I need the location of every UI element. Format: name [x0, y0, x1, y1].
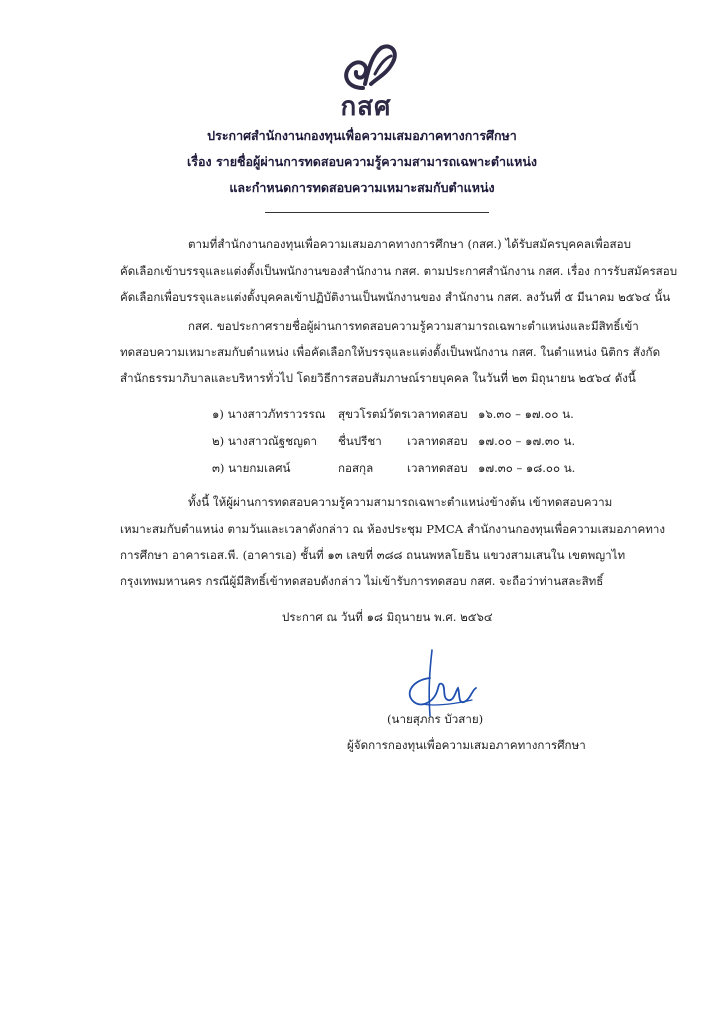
candidate-1-name: ๑) นางสาวภัทราวรรณ [212, 407, 326, 421]
paragraph3-line4: กรุงเทพมหานคร กรณีผู้มีสิทธิ์เข้าทดสอบดังกล่าว ไม่เข้ารับการทดสอบ กสศ. จะถือว่าท่านสละสิทธิ์ [120, 574, 604, 588]
paragraph2-line3: สำนักธรรมาภิบาลและบริหารทั่วไป โดยวิธีการสอบสัมภาษณ์รายบุคคล ในวันที่ ๒๓ มิถุนายน ๒๕๖๔ ดังนี้ [120, 371, 636, 385]
document-title-line1: ประกาศสำนักงานกองทุนเพื่อความเสมอภาคทางการศึกษา [207, 128, 517, 143]
candidate-2-surname: ชื่นปรีชา [338, 434, 382, 448]
paragraph1-line2: คัดเลือกเข้าบรรจุและแต่งตั้งเป็นพนักงานของสำนักงาน กสศ. ตามประกาศสำนักงาน กสศ. เรื่อง การรับสมัครสอบ [120, 264, 678, 278]
paragraph3-line3: การศึกษา อาคารเอส.พี. (อาคารเอ) ชั้นที่ ๑๓ เลขที่ ๓๘๘ ถนนพหลโยธิน แขวงสามเสนใน เขตพญาไท [120, 548, 626, 562]
candidate-3-name: ๓) นายกมเลศน์ [212, 461, 291, 475]
logo-text: กสศ [340, 92, 392, 122]
logo-swirl-icon [335, 44, 405, 92]
candidate-2-time-label: เวลาทดสอบ [407, 434, 468, 448]
candidate-3-time: ๑๗.๓๐ – ๑๘.๐๐ น. [478, 461, 576, 475]
candidate-1-surname: สุขวโรตม์วัตร [338, 407, 408, 421]
document-title-line2: เรื่อง รายชื่อผู้ผ่านการทดสอบความรู้ความสามารถเฉพาะตำแหน่ง [187, 154, 537, 169]
candidate-2-time: ๑๗.๐๐ – ๑๗.๓๐ น. [478, 434, 576, 448]
document-title-line3: และกำหนดการทดสอบความเหมาะสมกับตำแหน่ง [229, 180, 495, 195]
signatory-name: (นายสุภกร บัวสาย) [387, 712, 484, 726]
paragraph3-line2: เหมาะสมกับตำแหน่ง ตามวันและเวลาดังกล่าว ณ ห้องประชุม PMCA สำนักงานกองทุนเพื่อความเสมอภาคทาง [120, 522, 666, 536]
candidate-3-time-label: เวลาทดสอบ [407, 461, 468, 475]
paragraph3-line1: ทั้งนี้ ให้ผู้ผ่านการทดสอบความรู้ความสามารถเฉพาะตำแหน่งข้างต้น เข้าทดสอบความ [188, 495, 613, 509]
announcement-date: ประกาศ ณ วันที่ ๑๘ มิถุนายน พ.ศ. ๒๕๖๔ [282, 610, 493, 624]
paragraph2-line2: ทดสอบความเหมาะสมกับตำแหน่ง เพื่อคัดเลือกให้บรรจุและแต่งตั้งเป็นพนักงาน กสศ. ในตำแหน่ง นิติกร สังกัด [120, 345, 661, 359]
candidate-1-time-label: เวลาทดสอบ [407, 407, 468, 421]
signatory-title: ผู้จัดการกองทุนเพื่อความเสมอภาคทางการศึกษา [347, 738, 586, 752]
candidate-1-time: ๑๖.๓๐ – ๑๗.๐๐ น. [478, 407, 574, 421]
paragraph1-line3: คัดเลือกเพื่อบรรจุและแต่งตั้งบุคคลเข้าปฏิบัติงานเป็นพนักงานของ สำนักงาน กสศ. ลงวันที่ ๕ มีนาคม ๒๕๖๔ นั้น [120, 290, 671, 304]
paragraph2-line1: กสศ. ขอประกาศรายชื่อผู้ผ่านการทดสอบความรู้ความสามารถเฉพาะตำแหน่งและมีสิทธิ์เข้า [188, 319, 639, 333]
paragraph1-line1: ตามที่สำนักงานกองทุนเพื่อความเสมอภาคทางการศึกษา (กสศ.) ได้รับสมัครบุคคลเพื่อสอบ [188, 237, 631, 251]
title-divider [265, 212, 489, 213]
candidate-2-name: ๒) นางสาวณัฐชญดา [212, 434, 317, 448]
candidate-3-surname: กอสกุล [338, 461, 374, 475]
